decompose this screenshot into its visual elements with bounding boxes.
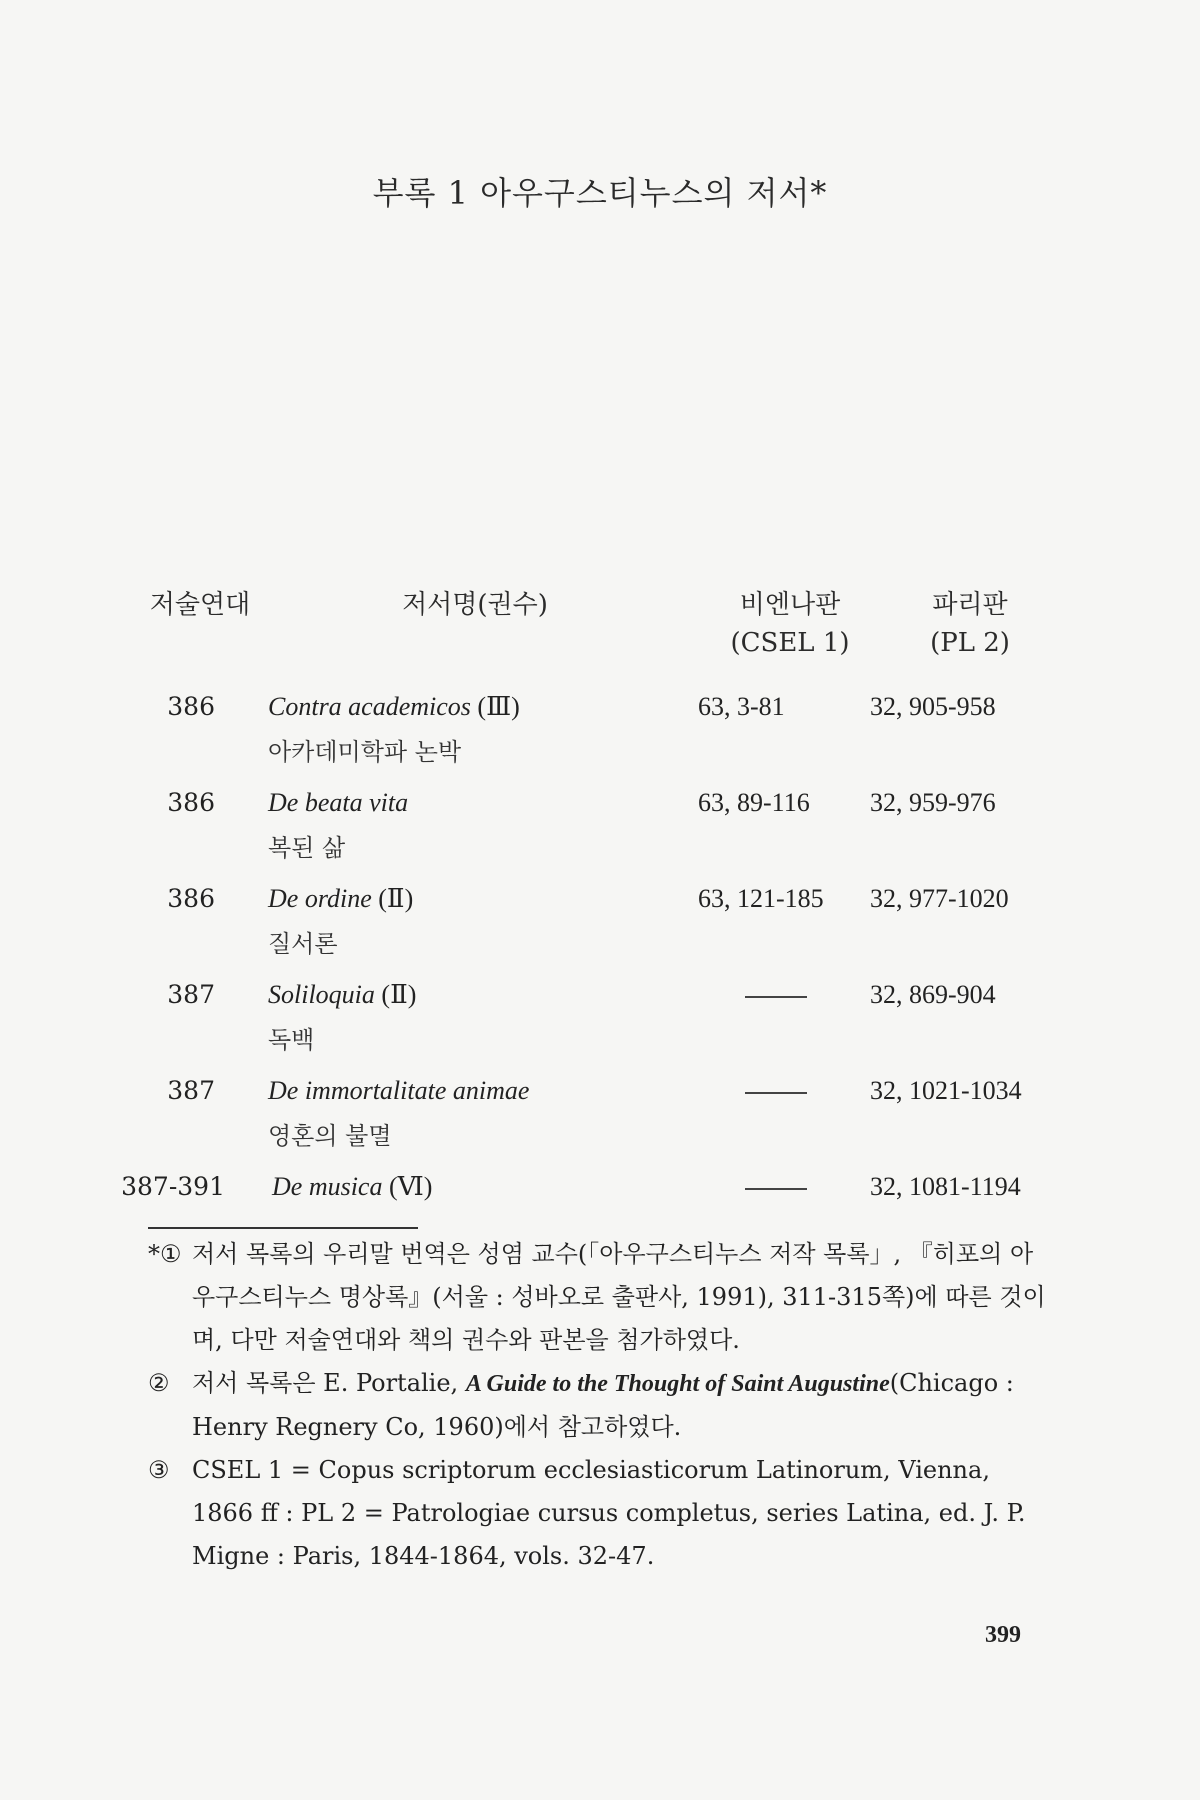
csel-ref: 63, 89-116 (698, 788, 810, 817)
header-paris: 파리판 (PL 2) (930, 590, 1010, 658)
footnote-3 (148, 1449, 1048, 1578)
year-cell: 386 (167, 692, 215, 721)
footnote-1 (148, 1233, 1048, 1362)
volume-count: (Ⅱ) (378, 884, 414, 913)
year-cell: 386 (167, 884, 215, 913)
pl-ref: 32, 869-904 (870, 980, 996, 1009)
header-work: 저서명(권수) (402, 590, 548, 620)
footnote-marker: ③ (148, 1456, 170, 1484)
footnote-marker: ② (148, 1369, 170, 1397)
book-title: A Guide to the Thought of Saint Augustine (465, 1371, 890, 1397)
footnote-text: CSEL 1 = Copus scriptorum ecclesiasticorum Latinorum, Vienna, 1866 ff : PL 2 = Patrologiae cursus completus, series Latina, ed. J. P. Migne : Paris, 1844-1864, vols. 32-47. (192, 1456, 1026, 1570)
volume-count: (Ⅲ) (477, 692, 520, 721)
year-cell: 387 (167, 980, 215, 1009)
latin-title: De immortalitate animae (268, 1076, 530, 1105)
footnote-marker: *① (148, 1240, 182, 1268)
volume-count: (Ⅵ) (388, 1172, 433, 1201)
volume-count: (Ⅱ) (381, 980, 417, 1009)
table-row (0, 980, 1200, 1070)
footnote-text: (Chicago : Henry Regnery Co, 1960)에서 참고하였다. (192, 1369, 1014, 1441)
table-row (0, 1076, 1200, 1166)
korean-title: 독백 (268, 1026, 315, 1054)
csel-not-applicable-dash (745, 996, 807, 998)
korean-title: 아카데미학파 논박 (268, 738, 462, 766)
korean-title: 질서론 (268, 930, 338, 958)
page-title: 부록 1 아우구스티누스의 저서* (372, 174, 828, 212)
header-vienna: 비엔나판 (CSEL 1) (730, 590, 850, 658)
korean-title: 영혼의 불멸 (268, 1122, 392, 1150)
latin-title: Soliloquia (Ⅱ) (268, 980, 417, 1009)
footnote-text: 저서 목록은 E. Portalie, (192, 1369, 459, 1397)
csel-ref: 63, 121-185 (698, 884, 824, 913)
csel-ref: 63, 3-81 (698, 692, 785, 721)
pl-ref: 32, 905-958 (870, 692, 996, 721)
csel-not-applicable-dash (745, 1092, 807, 1094)
csel-not-applicable-dash (745, 1188, 807, 1190)
pl-ref: 32, 977-1020 (870, 884, 1009, 913)
footnotes (148, 1233, 1048, 1578)
pl-ref: 32, 1021-1034 (870, 1076, 1022, 1105)
footnote-rule (148, 1227, 418, 1229)
pl-ref: 32, 959-976 (870, 788, 996, 817)
latin-title: De beata vita (268, 788, 409, 817)
table-row (0, 788, 1200, 878)
footnote-2 (148, 1362, 1048, 1449)
latin-title: De ordine (Ⅱ) (268, 884, 414, 913)
year-cell: 386 (167, 788, 215, 817)
latin-title: Contra academicos (Ⅲ) (268, 692, 520, 721)
latin-title: De musica (Ⅵ) (272, 1172, 433, 1201)
footnote-text: 저서 목록의 우리말 번역은 성염 교수(「아우구스티누스 저작 목록」, 『히포의 아우구스티누스 명상록』(서울 : 성바오로 출판사, 1991), 311-315쪽)에 따른 것이며, 다만 저술연대와 책의 권수와 판본을 첨가하였다. (192, 1240, 1046, 1354)
header-year: 저술연대 (149, 590, 251, 620)
page-number: 399 (985, 1622, 1021, 1648)
table-row (0, 884, 1200, 974)
year-cell: 387 (167, 1076, 215, 1105)
table-row (0, 692, 1200, 782)
pl-ref: 32, 1081-1194 (870, 1172, 1021, 1201)
korean-title: 복된 삶 (268, 834, 346, 862)
year-cell: 387-391 (121, 1172, 225, 1201)
